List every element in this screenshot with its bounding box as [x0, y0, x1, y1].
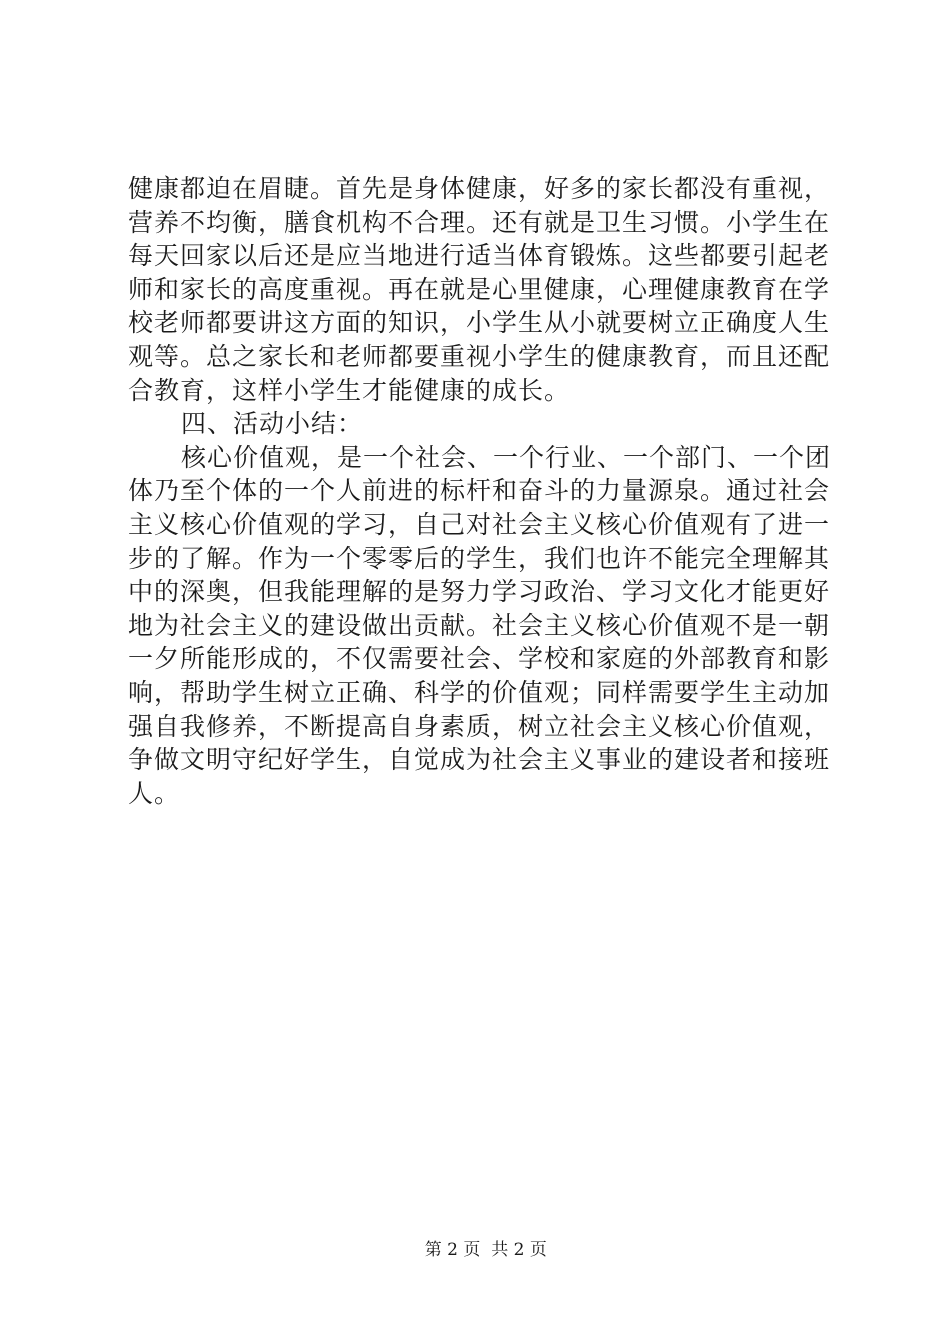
- document-body: [128, 172, 832, 810]
- text-line: 校老师都要讲这方面的知识，小学生从小就要树立正确度人生: [128, 308, 831, 338]
- text-line: 人。: [128, 778, 181, 808]
- text-line: 核心价值观，是一个社会、一个行业、一个部门、一个团: [181, 442, 832, 472]
- page-number: 第 2 页 共 2 页: [424, 1240, 547, 1260]
- text-line: 强自我修养，不断提高自身素质，树立社会主义核心价值观，: [128, 711, 831, 741]
- text-line: 合教育，这样小学生才能健康的成长。: [128, 375, 571, 405]
- text-line: 响，帮助学生树立正确、科学的价值观；同样需要学生主动加: [128, 677, 831, 707]
- text-line: 地为社会主义的建设做出贡献。社会主义核心价值观不是一朝: [128, 610, 831, 640]
- text-line: 营养不均衡，膳食机构不合理。还有就是卫生习惯。小学生在: [128, 207, 831, 237]
- text-line: 体乃至个体的一个人前进的标杆和奋斗的力量源泉。通过社会: [128, 476, 831, 506]
- section-heading: 四、活动小结：: [181, 409, 364, 439]
- text-line: 步的了解。作为一个零零后的学生，我们也许不能完全理解其: [128, 543, 831, 573]
- text-line: 主义核心价值观的学习，自己对社会主义核心价值观有了进一: [128, 509, 831, 539]
- text-line: 每天回家以后还是应当地进行适当体育锻炼。这些都要引起老: [128, 241, 831, 271]
- text-line: 健康都迫在眉睫。首先是身体健康，好多的家长都没有重视，: [128, 174, 831, 203]
- text-line: 一夕所能形成的，不仅需要社会、学校和家庭的外部教育和影: [128, 644, 831, 674]
- text-line: 观等。总之家长和老师都要重视小学生的健康教育，而且还配: [128, 341, 831, 371]
- text-line: 争做文明守纪好学生，自觉成为社会主义事业的建设者和接班: [128, 745, 831, 775]
- page-footer: [0, 1214, 950, 1286]
- text-line: 中的深奥，但我能理解的是努力学习政治、学习文化才能更好: [128, 577, 831, 607]
- text-line: 师和家长的高度重视。再在就是心里健康，心理健康教育在学: [128, 274, 831, 304]
